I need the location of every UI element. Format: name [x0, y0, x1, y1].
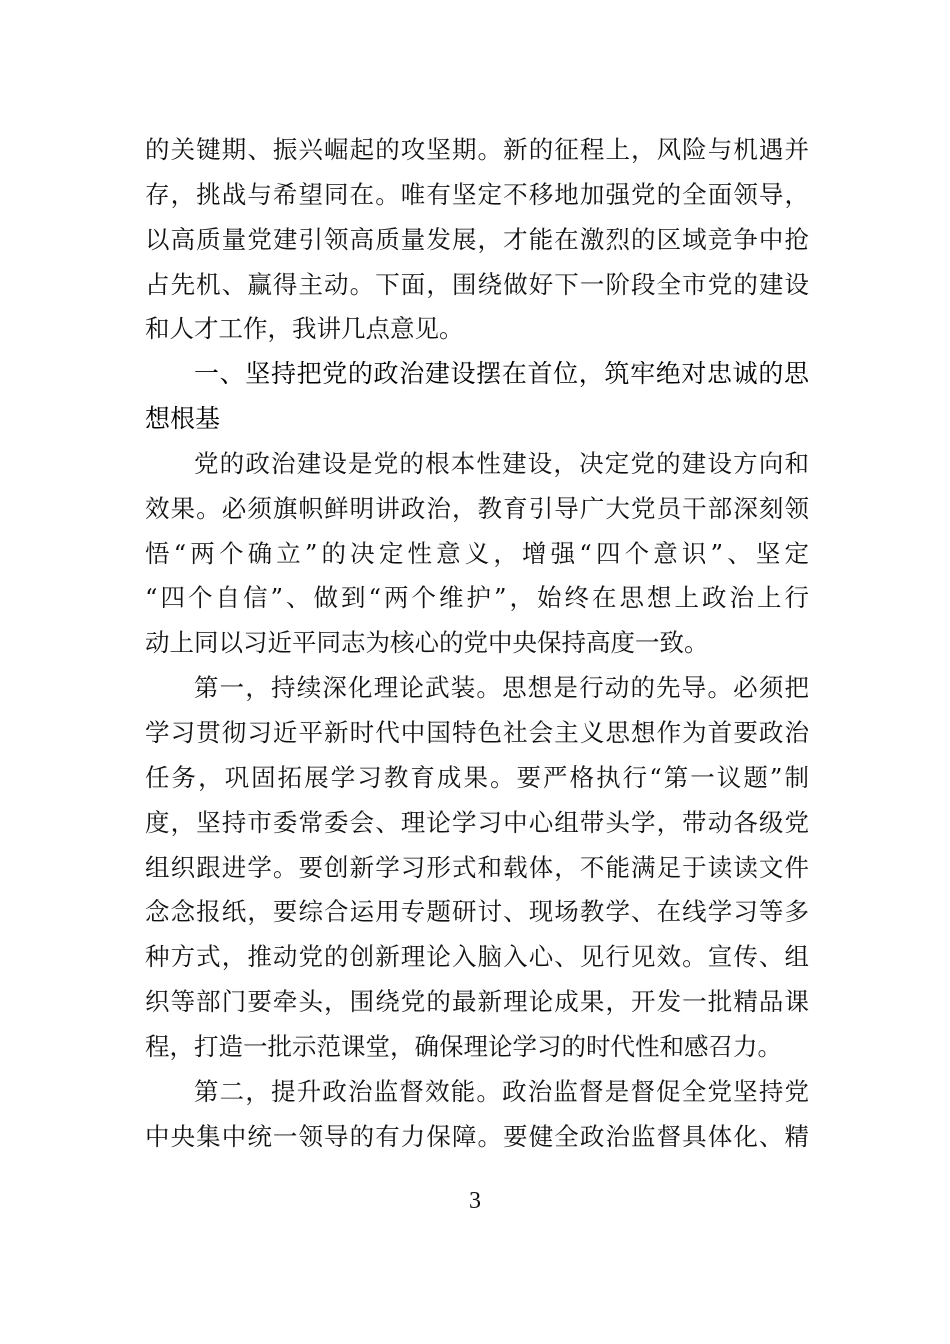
text-line: 组织跟进学。要创新学习形式和载体，不能满足于读读文件 — [145, 852, 809, 882]
text-line: “四个自信”、做到“两个维护”，始终在思想上政治上行 — [145, 583, 809, 613]
text-line: 和人才工作，我讲几点意见。 — [145, 314, 464, 344]
text-line: 悟“两个确立”的决定性意义，增强“四个意识”、坚定 — [145, 538, 809, 568]
text-line: 动上同以习近平同志为核心的党中央保持高度一致。 — [145, 628, 709, 658]
text-line: 度，坚持市委常委会、理论学习中心组带头学，带动各级党 — [145, 807, 809, 837]
political-supervision-paragraph — [145, 1070, 809, 1160]
text-line: 学习贯彻习近平新时代中国特色社会主义思想作为首要政治 — [145, 717, 809, 747]
text-line: 念念报纸，要综合运用专题研讨、现场教学、在线学习等多 — [145, 897, 809, 927]
page-number: 3 — [469, 1188, 481, 1214]
page-body — [145, 128, 809, 1159]
heading-line: 一、坚持把党的政治建设摆在首位，筑牢绝对忠诚的思 — [194, 359, 809, 389]
intro-paragraph-continuation — [145, 128, 809, 352]
text-line: 种方式，推动党的创新理论入脑入心、见行见效。宣传、组 — [145, 942, 809, 972]
text-line: 第二，提升政治监督效能。政治监督是督促全党坚持党 — [194, 1076, 809, 1106]
text-line: 以高质量党建引领高质量发展，才能在激烈的区域竞争中抢 — [145, 224, 809, 254]
text-line: 党的政治建设是党的根本性建设，决定党的建设方向和 — [194, 448, 809, 478]
heading-line: 想根基 — [145, 404, 221, 434]
text-line: 程，打造一批示范课堂，确保理论学习的时代性和感召力。 — [145, 1031, 782, 1061]
text-line: 任务，巩固拓展学习教育成果。要严格执行“第一议题”制 — [145, 762, 809, 792]
text-line: 存，挑战与希望同在。唯有坚定不移地加强党的全面领导， — [145, 179, 809, 209]
theory-armament-paragraph — [145, 666, 809, 1070]
political-building-paragraph — [145, 442, 809, 666]
text-line: 占先机、赢得主动。下面，围绕做好下一阶段全市党的建设 — [145, 269, 809, 299]
section-heading — [145, 352, 809, 442]
text-line: 织等部门要牵头，围绕党的最新理论成果，开发一批精品课 — [145, 987, 809, 1017]
text-line: 第一，持续深化理论武装。思想是行动的先导。必须把 — [194, 673, 809, 703]
text-line: 的关键期、振兴崛起的攻坚期。新的征程上，风险与机遇并 — [145, 135, 809, 164]
text-line: 中央集中统一领导的有力保障。要健全政治监督具体化、精 — [145, 1121, 809, 1151]
text-line: 效果。必须旗帜鲜明讲政治，教育引导广大党员干部深刻领 — [145, 493, 809, 523]
